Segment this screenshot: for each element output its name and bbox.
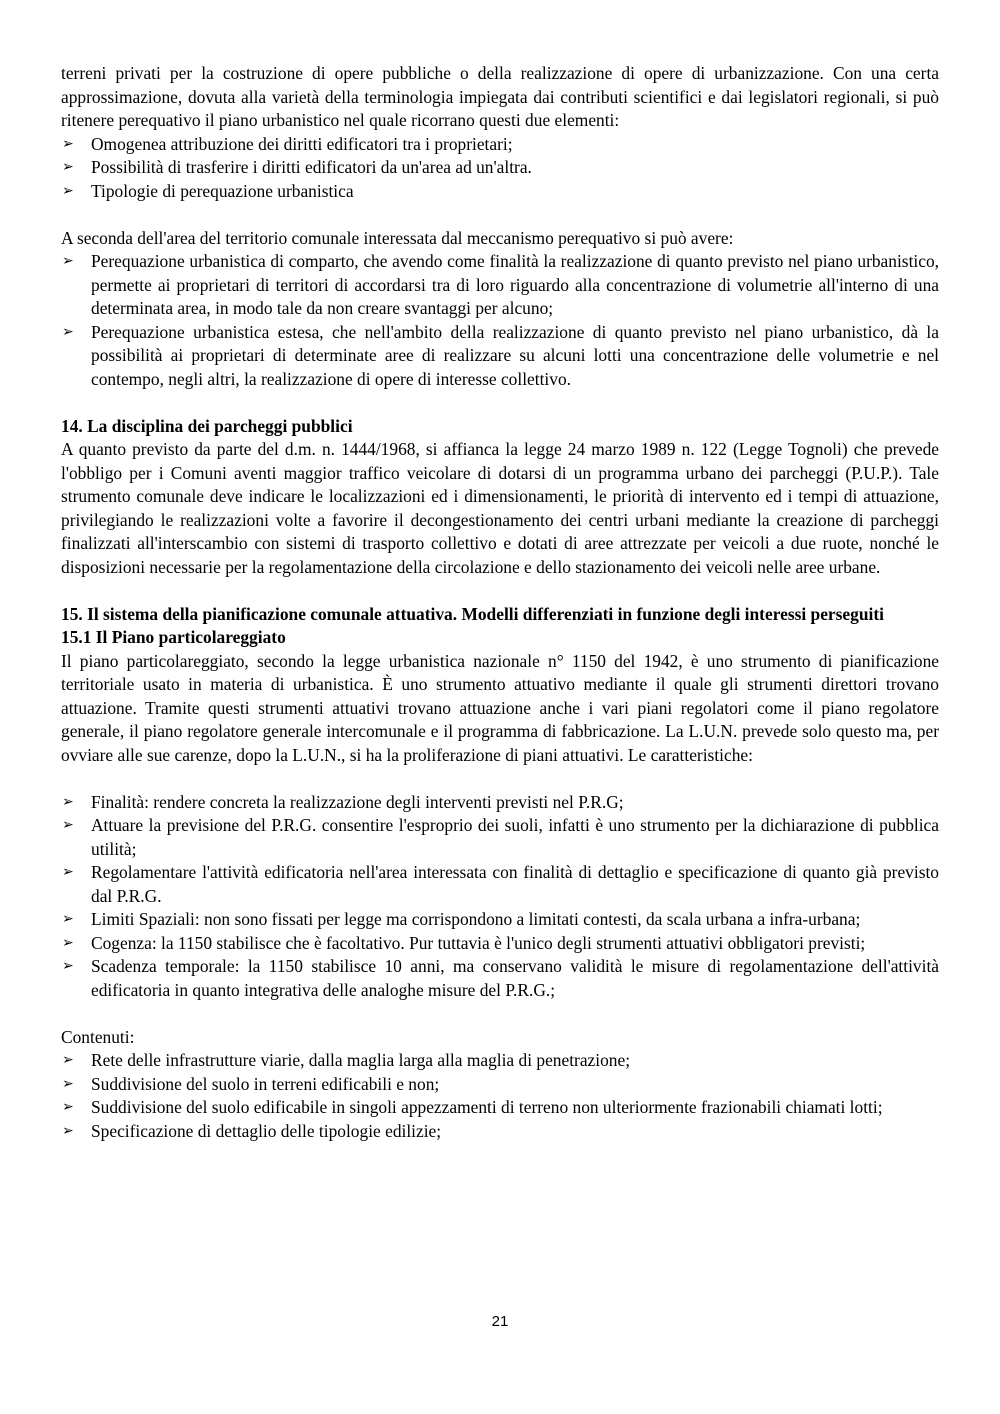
arrowhead-bullet-icon: ➢ xyxy=(62,1052,74,1068)
section-14-paragraph: A quanto previsto da parte del d.m. n. 1444/1968, si affianca la legge 24 marzo 1989 n. 122 (Legge Tognoli) che prevede l'obbligo per i Comuni aventi maggior traffico veicolare di dotarsi di un programma urbano dei parcheggi (P.U.P.). Tale strumento comunale deve indicare le localizzazioni ed i dimensionamenti, le priorità di intervento ed i tempi di attuazione, privilegiando le realizzazioni volte a favorire il decongestionamento dei centri urbani mediante la creazione di parcheggi finalizzati all'interscambio con sistemi di trasporto collettivo e dotati di aree attrezzate per veicoli a due ruote, nonché le disposizioni necessarie per la regolamentazione della circolazione e dello stazionamento dei veicoli nelle aree urbane. xyxy=(61,439,939,577)
intro-paragraph: terreni privati per la costruzione di opere pubbliche o della realizzazione di opere di urbanizzazione. Con una certa approssimazione, dovuta alla varietà della terminologia impiegata dai contributi scientifici e dai legislatori regionali, si può ritenere perequativo il piano urbanistico nel quale ricorrano questi due elementi: xyxy=(61,63,939,130)
list-item: ➢ Tipologie di perequazione urbanistica xyxy=(61,180,939,204)
perequazione-types-list xyxy=(61,250,939,391)
arrowhead-bullet-icon: ➢ xyxy=(62,253,74,269)
arrowhead-bullet-icon: ➢ xyxy=(62,958,74,974)
list-item: ➢ Attuare la previsione del P.R.G. consentire l'esproprio dei suoli, infatti è uno strumento per la dichiarazione di pubblica utilità; xyxy=(62,815,939,859)
arrowhead-bullet-icon: ➢ xyxy=(62,911,74,927)
list-item: ➢ Regolamentare l'attività edificatoria nell'area interessata con finalità di dettaglio e specificazione di quanto già previsto dal P.R.G. xyxy=(62,862,939,906)
list-item: ➢ Rete delle infrastrutture viarie, dalla maglia larga alla maglia di penetrazione; xyxy=(61,1049,939,1073)
perequativo-elements-list xyxy=(61,133,939,204)
arrowhead-bullet-icon: ➢ xyxy=(62,182,74,199)
list-item: ➢ Perequazione urbanistica di comparto, che avendo come finalità la realizzazione di quanto previsto nel piano urbanistico, permette ai proprietari di territori di accordarsi tra di loro riguardo alla concentrazione di volumetrie all'interno di una determinata area, in modo tale da non creare svantaggi per alcuno; xyxy=(62,251,939,318)
section-14-heading: 14. La disciplina dei parcheggi pubblici xyxy=(61,415,353,436)
list-item: ➢ Suddivisione del suolo edificabile in singoli appezzamenti di terreno non ulteriormente frazionabili chiamati lotti; xyxy=(61,1096,939,1120)
arrowhead-bullet-icon: ➢ xyxy=(62,323,74,340)
arrowhead-bullet-icon: ➢ xyxy=(62,1122,74,1139)
arrowhead-bullet-icon: ➢ xyxy=(62,1099,74,1115)
list-item: ➢ Omogenea attribuzione dei diritti edificatori tra i proprietari; xyxy=(61,133,939,157)
document-page xyxy=(61,62,939,1143)
arrowhead-bullet-icon: ➢ xyxy=(62,817,74,833)
list-item: ➢ Limiti Spaziali: non sono fissati per legge ma corrispondono a limitati contesti, da scala urbana a infra-urbana; xyxy=(61,908,939,932)
list-item: ➢ Scadenza temporale: la 1150 stabilisce 10 anni, ma conservano validità le misure di regolamentazione dell'attività edificatoria in quanto integrativa delle analoghe misure del P.R.G.; xyxy=(62,956,939,1000)
contenuti-label: Contenuti: xyxy=(61,1026,135,1047)
list-item: ➢ Cogenza: la 1150 stabilisce che è facoltativo. Pur tuttavia è l'unico degli strumenti attuativi obbligatori previsti; xyxy=(61,932,939,956)
list-item: ➢ Finalità: rendere concreta la realizzazione degli interventi previsti nel P.R.G; xyxy=(61,791,939,815)
arrowhead-bullet-icon: ➢ xyxy=(62,864,74,880)
perequazione-paragraph: A seconda dell'area del territorio comunale interessata dal meccanismo perequativo si può avere: xyxy=(61,227,734,248)
contenuti-list xyxy=(61,1049,939,1143)
list-item: ➢ Suddivisione del suolo in terreni edificabili e non; xyxy=(61,1073,939,1097)
arrowhead-bullet-icon: ➢ xyxy=(62,1075,74,1092)
list-item: ➢ Specificazione di dettaglio delle tipologie edilizie; xyxy=(61,1120,939,1144)
arrowhead-bullet-icon: ➢ xyxy=(62,135,74,152)
caratteristiche-list xyxy=(61,791,939,1003)
arrowhead-bullet-icon: ➢ xyxy=(62,793,74,810)
list-item: ➢ Possibilità di trasferire i diritti edificatori da un'area ad un'altra. xyxy=(61,156,939,180)
list-item: ➢ Perequazione urbanistica estesa, che nell'ambito della realizzazione di quanto previsto nel piano urbanistico, dà la possibilità ai proprietari di determinate aree di realizzare su alcuni lotti una concentrazione delle volumetrie e nel contempo, negli altri, la realizzazione di opere di interesse collettivo. xyxy=(62,321,939,389)
arrowhead-bullet-icon: ➢ xyxy=(62,934,74,951)
section-15-heading: 15. Il sistema della pianificazione comunale attuativa. Modelli differenziati in funzione degli interessi perseguiti xyxy=(61,603,884,624)
section-15-1-heading: 15.1 Il Piano particolareggiato xyxy=(61,627,286,647)
arrowhead-bullet-icon: ➢ xyxy=(62,159,74,175)
section-15-paragraph: Il piano particolareggiato, secondo la legge urbanistica nazionale n° 1150 del 1942, è uno strumento di pianificazione territoriale usato in materia di urbanistica. È uno strumento attuativo mediante il quale gli strumenti direttori trovano attuazione. Tramite questi strumenti attuativi trovano attuazione anche i vari piani regolatori come il piano regolatore generale, il piano regolatore generale intercomunale e il programma di fabbricazione. La L.U.N. prevede solo questo ma, per ovviare alle sue carenze, dopo la L.U.N., si ha la proliferazione di piani attuativi. Le caratteristiche: xyxy=(61,650,939,765)
page-number: 21 xyxy=(491,1313,509,1330)
